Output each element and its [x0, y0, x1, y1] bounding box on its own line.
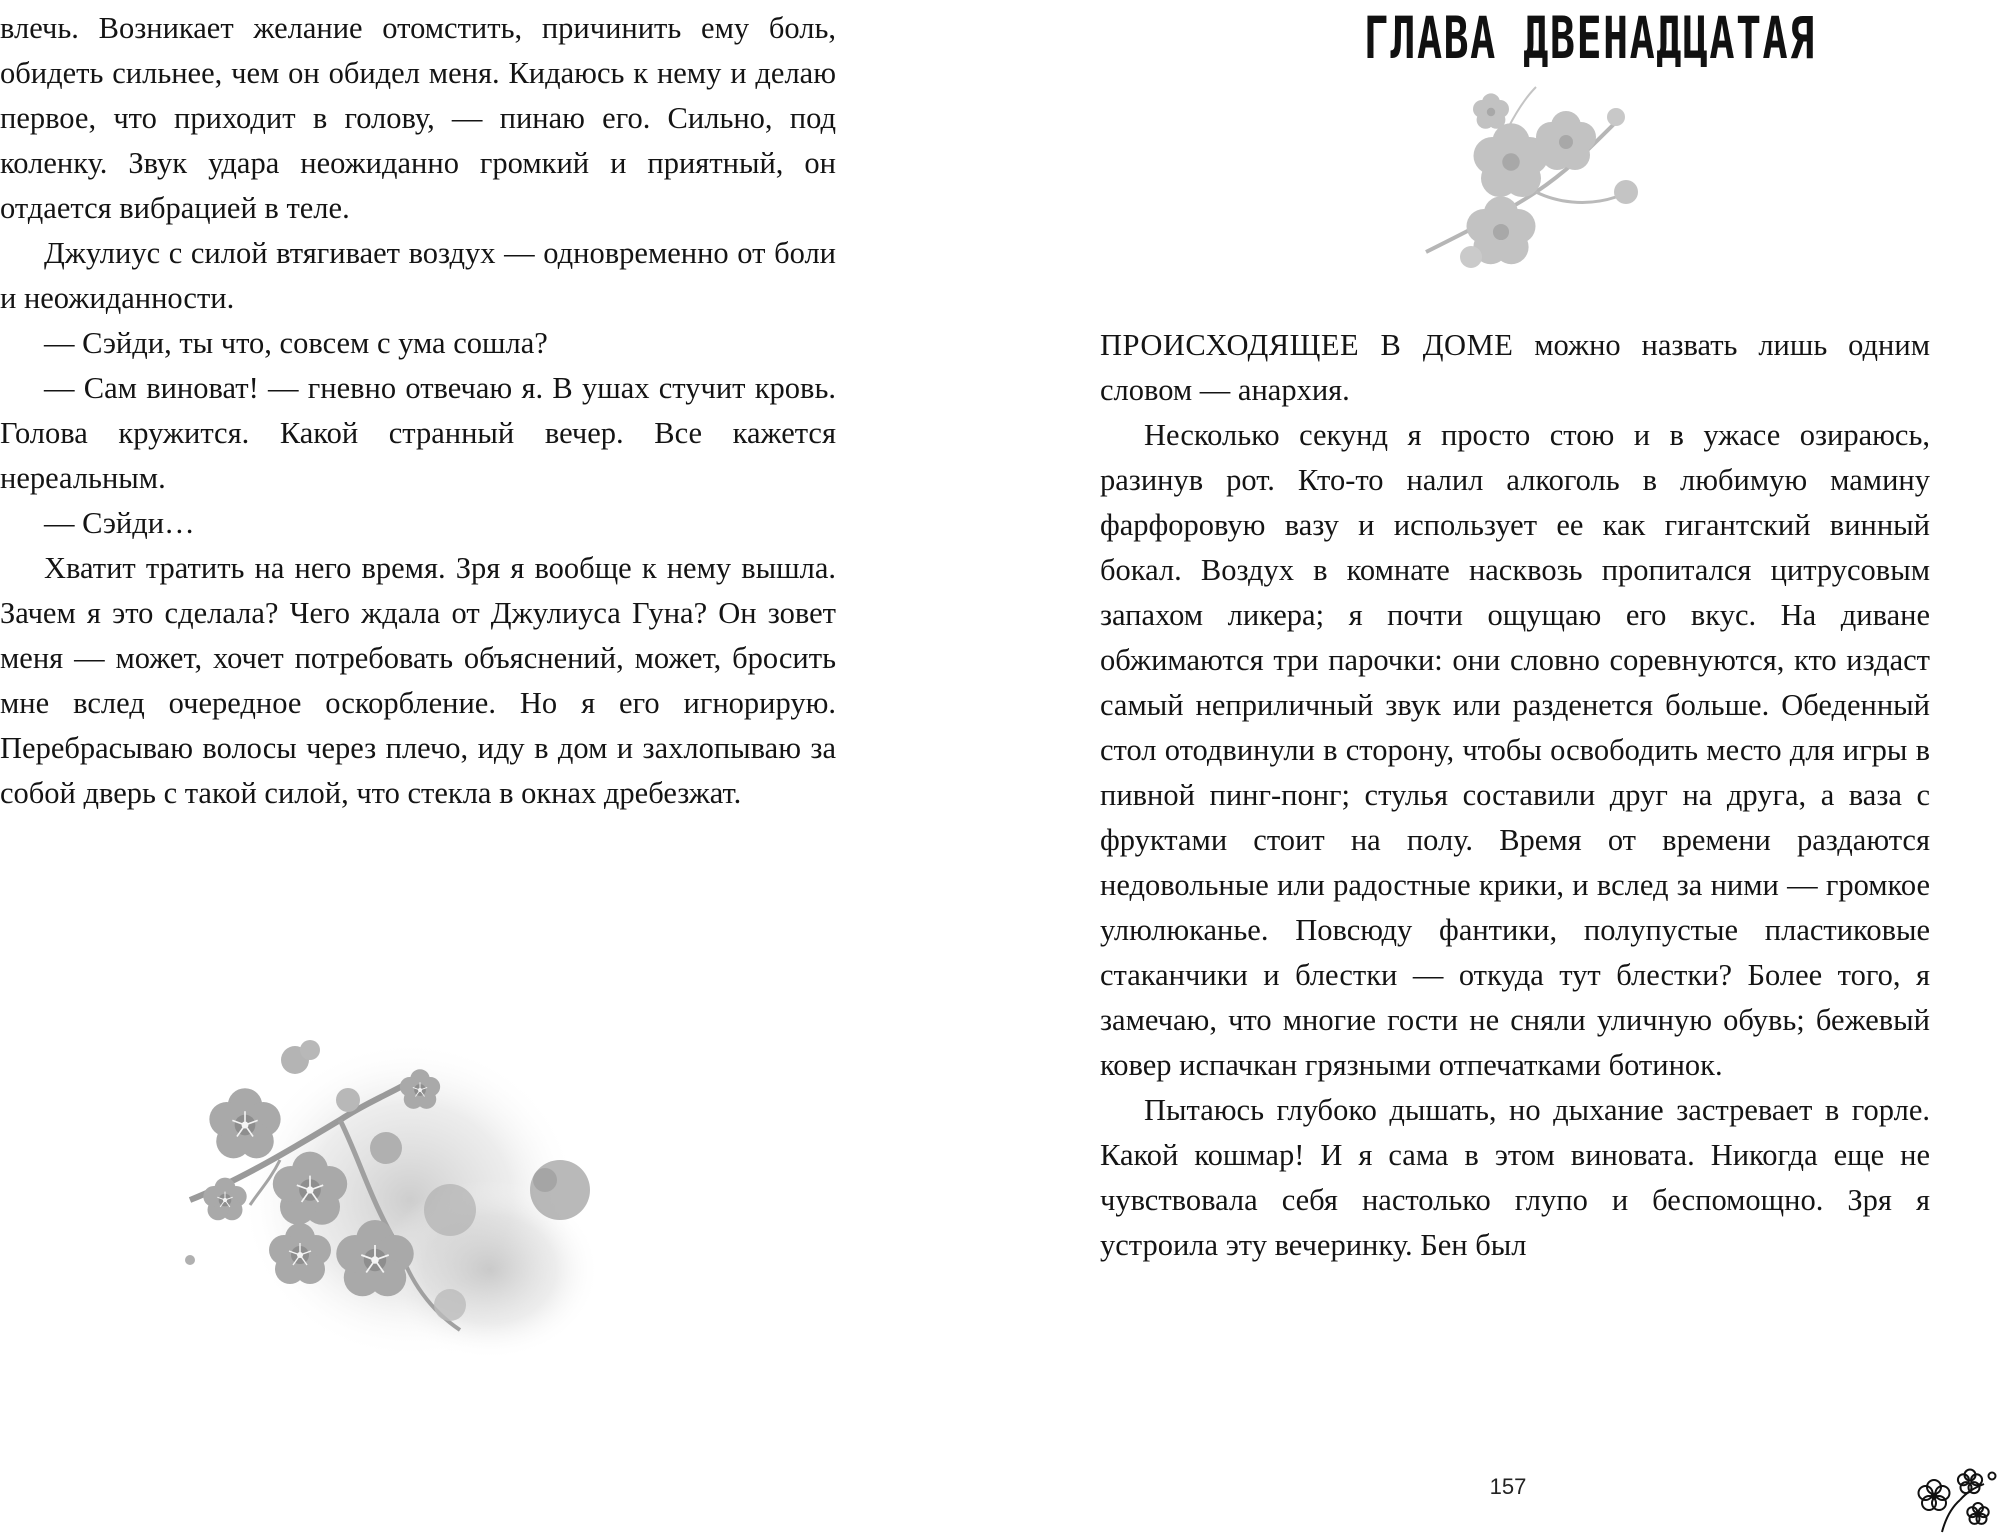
- paragraph: Джулиус с силой втягивает воздух — одновременно от боли и неожиданности.: [0, 236, 836, 315]
- left-page-text: [0, 6, 836, 816]
- paragraph: влечь. Возникает желание отомстить, причинить ему боль, обидеть сильнее, чем он обидел меня. Кидаюсь к нему и делаю первое, что приходит в голову, — пинаю его. Сильно, под коленку. Звук удара неожиданно громкий и приятный, он отдается вибрацией в теле.: [0, 11, 836, 225]
- blossom-corner-icon: [1912, 1462, 1998, 1536]
- paragraph: — Сэйди, ты что, совсем с ума сошла?: [44, 326, 548, 360]
- lead-rest: можно назвать лишь одним словом — анархия.: [1100, 328, 1930, 407]
- lead-caps: ПРОИСХОДЯЩЕЕ В ДОМЕ: [1100, 328, 1514, 362]
- paragraph: — Сам виноват! — гневно отвечаю я. В ушах стучит кровь. Голова кружится. Какой странный вечер. Все кажется нереальным.: [0, 371, 836, 495]
- right-page: [1100, 0, 2000, 1536]
- opening-paragraph: [1100, 323, 1930, 413]
- cherry-blossom-icon: [1416, 82, 1656, 302]
- right-page-text: [1100, 323, 1930, 1268]
- paragraph: Пытаюсь глубоко дышать, но дыхание застревает в горле. Какой кошмар! И я сама в этом виновата. Никогда еще не чувствовала себя настолько глупо и беспомощно. Зря я устроила эту вечеринку. Бен был: [1100, 1093, 1930, 1262]
- paragraph: Несколько секунд я просто стою и в ужасе озираюсь, разинув рот. Кто-то налил алкоголь в любимую мамину фарфоровую вазу и использует ее как гигантский винный бокал. Воздух в комнате насквозь пропитался цитрусовым запахом ликера; я почти ощущаю его вкус. На диване обжимаются три парочки: они словно соревнуются, кто издаст самый неприличный звук или разденется больше. Обеденный стол отодвинули в сторону, чтобы освободить место для игры в пивной пинг-понг; стулья составили друг на друга, а ваза с фруктами стоит на полу. Время от времени раздаются недовольные или радостные крики, и вслед за ними — громкое улюлюканье. Повсюду фантики, полупустые пластиковые стаканчики и блестки — откуда тут блестки? Более того, я замечаю, что многие гости не сняли уличную обувь; бежевый ковер испачкан грязными отпечатками ботинок.: [1100, 418, 1930, 1082]
- left-page: [0, 0, 840, 1536]
- paragraph: — Сэйди…: [44, 506, 195, 540]
- page-number: 157: [1489, 1474, 1527, 1499]
- chapter-title: ГЛАВА ДВЕНАДЦАТАЯ: [1363, 4, 1816, 72]
- paragraph: Хватит тратить на него время. Зря я вообще к нему вышла. Зачем я это сделала? Чего ждала от Джулиуса Гуна? Он зовет меня — может, хочет потребовать объяснений, может, бросить мне вслед очередное оскорбление. Но я его игнорирую. Перебрасываю волосы через плечо, иду в дом и захлопываю за собой дверь с такой силой, что стекла в окнах дребезжат.: [0, 551, 836, 810]
- cherry-blossom-branch-icon: [160, 1030, 640, 1380]
